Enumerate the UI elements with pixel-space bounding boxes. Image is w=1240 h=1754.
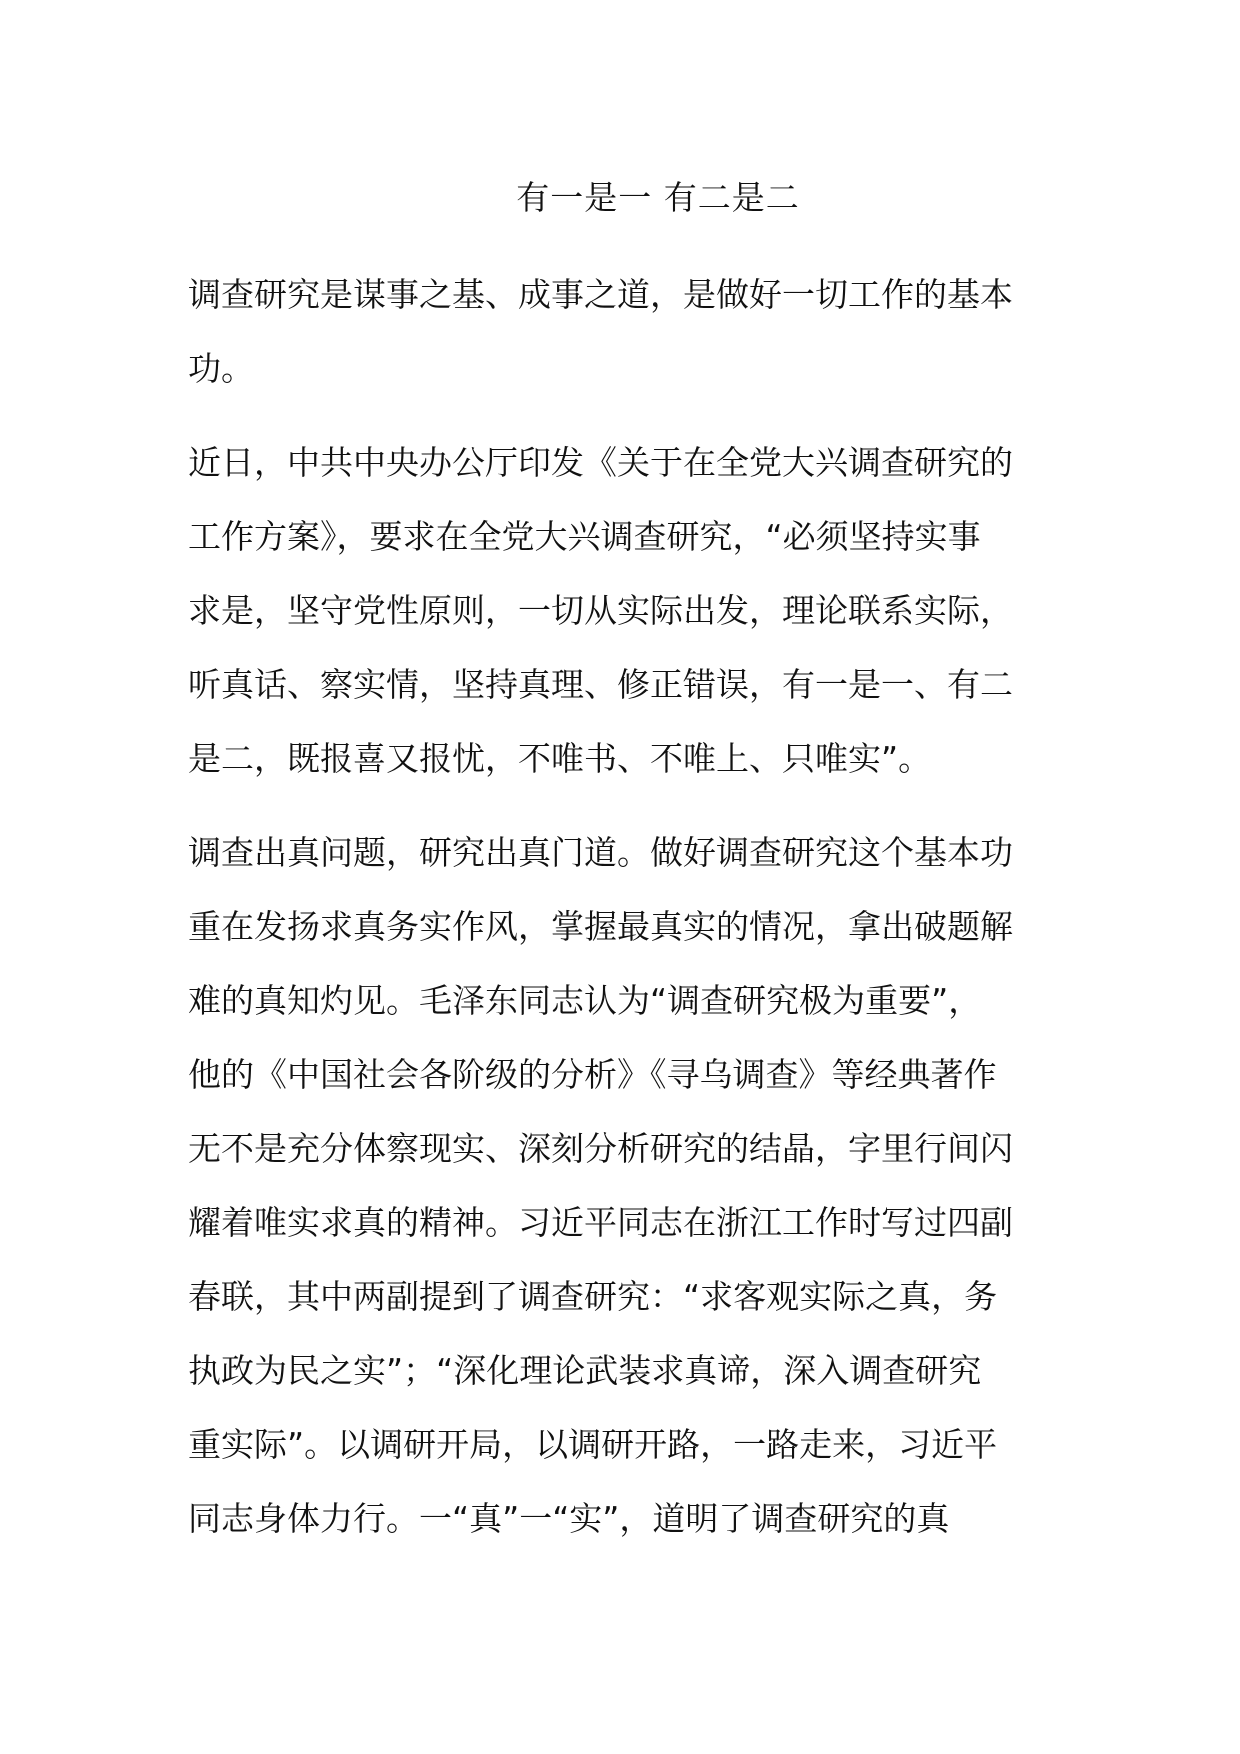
paragraph-1 — [188, 258, 1058, 406]
paragraph-line: 近日，中共中央办公厅印发《关于在全党大兴调查研究的 — [188, 443, 1013, 482]
paragraph-line: 春联，其中两副提到了调查研究：“求客观实际之真，务 — [188, 1277, 998, 1316]
paragraph-line: 他的《中国社会各阶级的分析》《寻乌调查》等经典著作 — [188, 1055, 997, 1094]
paragraph-2 — [188, 426, 1058, 796]
paragraph-line: 重实际”。以调研开局，以调研开路，一路走来，习近平 — [188, 1425, 998, 1464]
paragraph-line: 难的真知灼见。毛泽东同志认为“调查研究极为重要”， — [188, 981, 982, 1020]
paragraph-line: 调查出真问题，研究出真门道。做好调查研究这个基本功 — [188, 833, 1013, 872]
paragraph-line: 执政为民之实”；“深化理论武装求真谛，深入调查研究 — [188, 1351, 982, 1390]
document-body — [188, 258, 1058, 1576]
paragraph-line: 是二，既报喜又报忧，不唯书、不唯上、只唯实”。 — [188, 739, 932, 778]
document-title: 有一是一 有二是二 — [516, 178, 800, 217]
paragraph-3 — [188, 816, 1058, 1556]
paragraph-line: 听真话、察实情，坚持真理、修正错误，有一是一、有二 — [188, 665, 1013, 704]
paragraph-line: 耀着唯实求真的精神。习近平同志在浙江工作时写过四副 — [188, 1203, 1013, 1242]
paragraph-line: 工作方案》，要求在全党大兴调查研究，“必须坚持实事 — [188, 517, 981, 556]
paragraph-line: 重在发扬求真务实作风，掌握最真实的情况，拿出破题解 — [188, 907, 1013, 946]
paragraph-line: 调查研究是谋事之基、成事之道，是做好一切工作的基本 — [188, 275, 1013, 314]
paragraph-line: 功。 — [188, 349, 254, 388]
paragraph-line: 同志身体力行。一“真”一“实”，道明了调查研究的真 — [188, 1499, 950, 1538]
paragraph-line: 无不是充分体察现实、深刻分析研究的结晶，字里行间闪 — [188, 1129, 1013, 1168]
paragraph-line: 求是，坚守党性原则，一切从实际出发，理论联系实际， — [188, 591, 1013, 630]
